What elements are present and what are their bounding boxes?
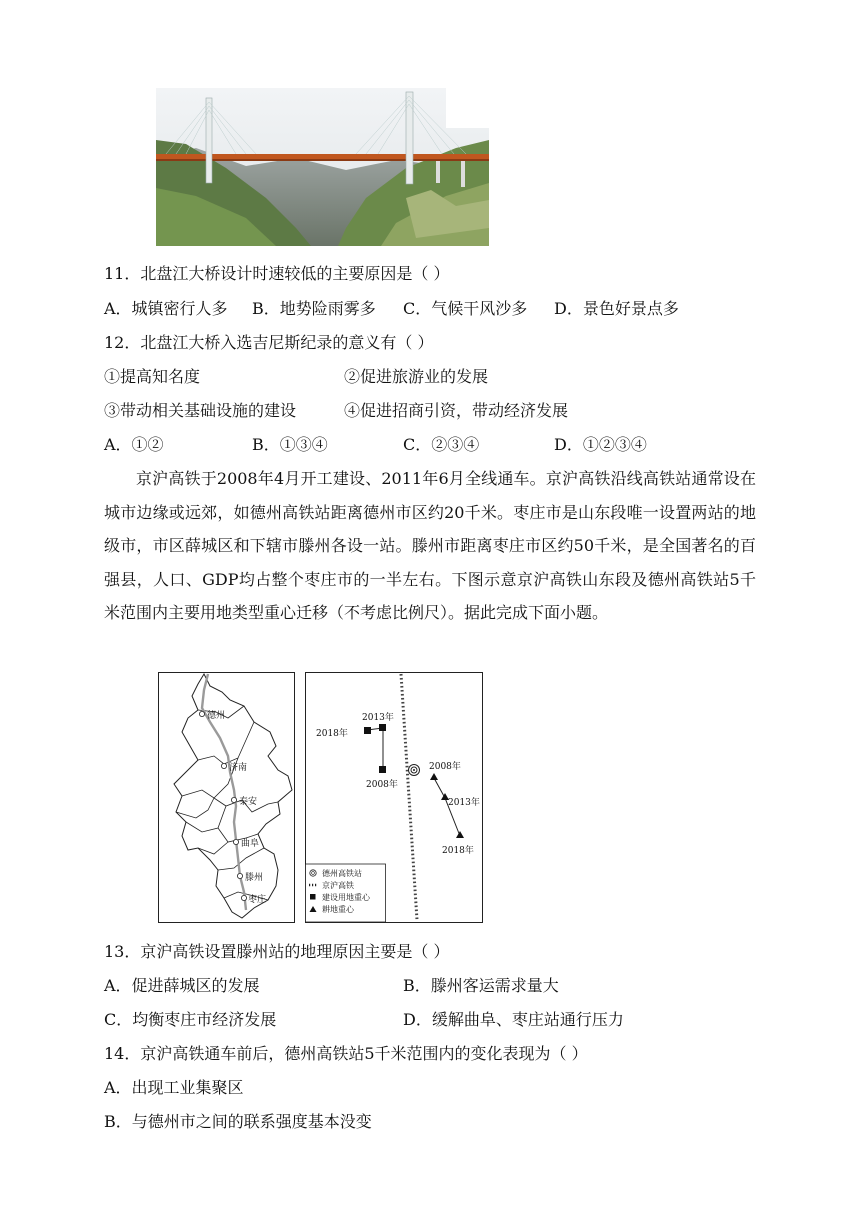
city-dezhou: 德州 xyxy=(207,711,226,721)
q14-stem: 14．京沪高铁通车前后，德州高铁站5千米范围内的变化表现为（ ） xyxy=(104,1044,588,1063)
q12-item-1: ①提高知名度 xyxy=(104,367,201,386)
q12-item-2: ②促进旅游业的发展 xyxy=(344,367,489,386)
q13-option-b: B．滕州客运需求量大 xyxy=(403,976,559,995)
q12-item-3: ③带动相关基础设施的建设 xyxy=(104,401,297,420)
shandong-map-frame xyxy=(159,673,295,923)
q11-option-b: B．地势险雨雾多 xyxy=(252,299,376,318)
legend-construction: 建设用地重心 xyxy=(322,893,370,902)
reading-passage: 京沪高铁于2008年4月开工建设、2011年6月全线通车。京沪高铁沿线高铁站通常设在城市边缘或远郊，如德州高铁站距离德州市区约20千米。枣庄市是山东段唯一设置两站的地级市，市区薛城区和下辖市滕州各设一站。滕州市距离枣庄市区约50千米，是全国著名的百强县，人口、GDP均占整个枣庄市的一半左右。下图示意京沪高铁山东段及德州高铁站5千米范围内主要用地类型重心迁移（不考虑比例尺）。据此完成下面小题。 xyxy=(104,469,756,623)
city-tengzhou: 滕州 xyxy=(245,873,264,883)
q11-option-c: C．气候干风沙多 xyxy=(403,299,528,318)
city-zaozhuang: 枣庄 xyxy=(248,895,267,905)
station-zaozhuang-marker xyxy=(241,895,246,900)
q12-option-a: A．①② xyxy=(104,435,164,454)
q11-option-a: A．城镇密行人多 xyxy=(104,299,228,318)
rail-map-figure xyxy=(158,672,484,923)
bridge-photo xyxy=(156,88,489,246)
q13-stem: 13．京沪高铁设置滕州站的地理原因主要是（ ） xyxy=(104,942,450,961)
city-qufu: 曲阜 xyxy=(241,839,260,849)
q14-option-b: B．与德州市之间的联系强度基本没变 xyxy=(104,1112,372,1131)
q12-option-c: C．②③④ xyxy=(403,435,480,454)
label-cropland-2018: 2018年 xyxy=(442,846,474,856)
station-taian-marker xyxy=(231,797,236,802)
label-cropland-2008: 2008年 xyxy=(429,762,461,772)
construction-2018 xyxy=(364,727,371,734)
legend-cropland: 耕地重心 xyxy=(322,905,354,914)
q13-option-a: A．促进薛城区的发展 xyxy=(104,976,260,995)
label-construction-2018: 2018年 xyxy=(316,729,348,739)
legend-rail: 京沪高铁 xyxy=(322,881,354,890)
label-construction-2013: 2013年 xyxy=(362,713,394,723)
q13-option-c: C．均衡枣庄市经济发展 xyxy=(104,1010,277,1029)
q14-option-a: A．出现工业集聚区 xyxy=(104,1078,244,1097)
legend-station: 德州高铁站 xyxy=(322,869,362,878)
city-taian: 泰安 xyxy=(239,797,258,807)
q11-option-d: D．景色好景点多 xyxy=(554,299,679,318)
station-tengzhou-marker xyxy=(237,873,242,878)
q12-option-d: D．①②③④ xyxy=(554,435,647,454)
construction-2008 xyxy=(379,766,386,773)
construction-2013 xyxy=(379,724,386,731)
q12-stem: 12．北盘江大桥入选吉尼斯纪录的意义有（ ） xyxy=(104,333,434,352)
legend-square-icon xyxy=(310,894,316,900)
label-construction-2008: 2008年 xyxy=(366,780,398,790)
label-cropland-2013: 2013年 xyxy=(448,798,480,808)
station-jinan-marker xyxy=(221,763,226,768)
legend-station-icon xyxy=(310,870,316,876)
station-qufu-marker xyxy=(233,839,238,844)
city-jinan: 济南 xyxy=(229,763,248,773)
q13-option-d: D．缓解曲阜、枣庄站通行压力 xyxy=(403,1010,624,1029)
q12-option-b: B．①③④ xyxy=(252,435,328,454)
q12-item-4: ④促进招商引资，带动经济发展 xyxy=(344,401,569,420)
station-dezhou-marker xyxy=(199,711,204,716)
q11-stem: 11．北盘江大桥设计时速较低的主要原因是（ ） xyxy=(104,264,450,283)
